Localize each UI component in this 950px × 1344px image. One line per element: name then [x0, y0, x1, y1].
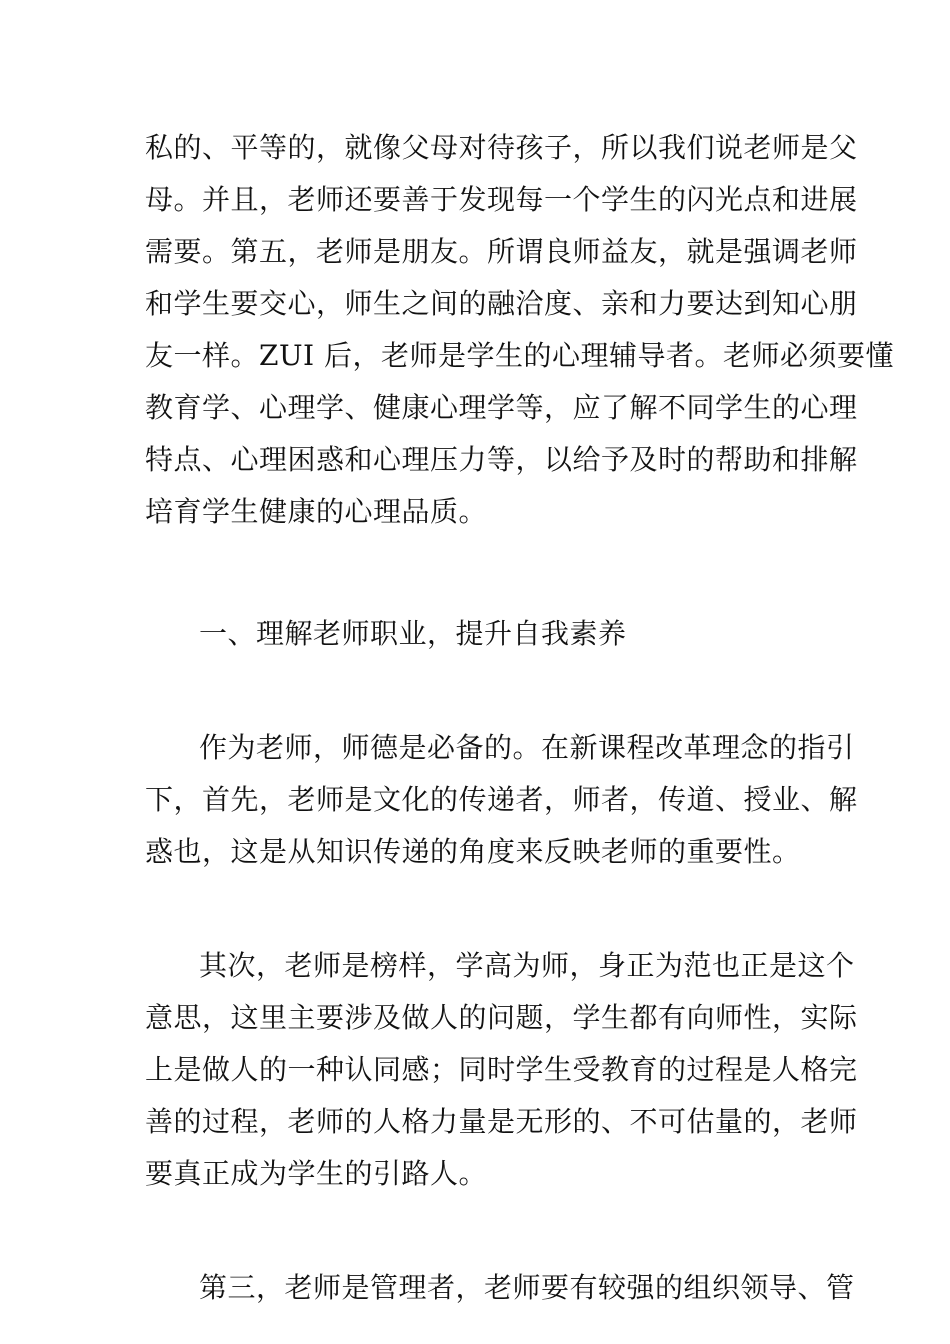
- text-line: 要真正成为学生的引路人。: [145, 1157, 488, 1190]
- text-line: 私的、平等的，就像父母对待孩子，所以我们说老师是父: [145, 131, 858, 164]
- section-heading: [145, 608, 807, 660]
- paragraph-spacing: [145, 1200, 807, 1262]
- text-line: 其次，老师是榜样，学高为师，身正为范也正是这个: [199, 949, 855, 982]
- text-line: 惑也，这是从知识传递的角度来反映老师的重要性。: [145, 835, 801, 868]
- paragraph-spacing: [145, 660, 807, 722]
- text-line: 和学生要交心，师生之间的融洽度、亲和力要达到知心朋: [145, 287, 858, 320]
- document-page: [145, 122, 895, 1314]
- paragraph-continuation: [145, 122, 895, 538]
- text-line: 善的过程，老师的人格力量是无形的、不可估量的，老师: [145, 1105, 858, 1138]
- text-line: 母。并且，老师还要善于发现每一个学生的闪光点和进展: [145, 183, 858, 216]
- text-line: 作为老师，师德是必备的。在新课程改革理念的指引: [199, 731, 855, 764]
- text-line: 培育学生健康的心理品质。: [145, 495, 488, 528]
- text-line: 意思，这里主要涉及做人的问题，学生都有向师性，实际: [145, 1001, 858, 1034]
- text-line: 下，首先，老师是文化的传递者，师者，传道、授业、解: [145, 783, 858, 816]
- paragraph-spacing: [145, 878, 807, 940]
- text-line: 友一样。ZUI 后，老师是学生的心理辅导者。老师必须要懂: [145, 339, 895, 372]
- paragraph: [145, 1262, 855, 1314]
- paragraph: [145, 940, 858, 1200]
- paragraph: [145, 722, 858, 878]
- paragraph-spacing: [145, 538, 807, 608]
- heading-text: 一、理解老师职业，提升自我素养: [199, 617, 627, 650]
- text-line: 教育学、心理学、健康心理学等，应了解不同学生的心理: [145, 391, 858, 424]
- text-line: 上是做人的一种认同感；同时学生受教育的过程是人格完: [145, 1053, 858, 1086]
- text-line: 需要。第五，老师是朋友。所谓良师益友，就是强调老师: [145, 235, 858, 268]
- text-line: 特点、心理困惑和心理压力等，以给予及时的帮助和排解: [145, 443, 858, 476]
- text-line: 第三，老师是管理者，老师要有较强的组织领导、管: [199, 1271, 855, 1304]
